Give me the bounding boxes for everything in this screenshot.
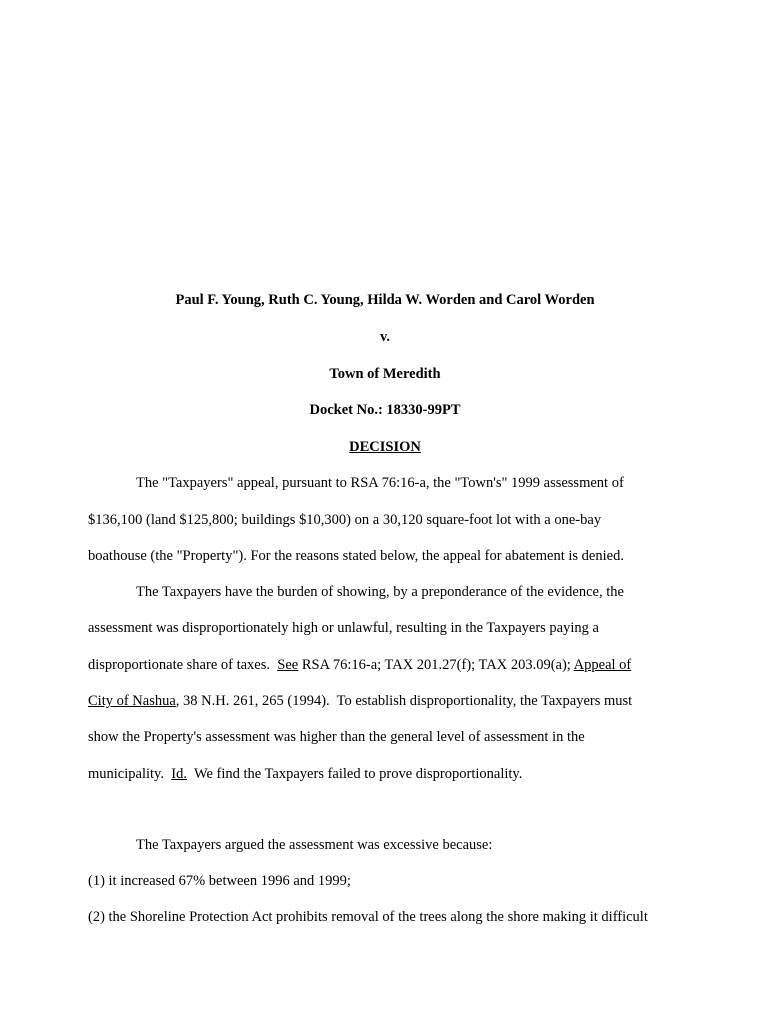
- paragraph-3-line-1: The Taxpayers argued the assessment was excessive because:: [136, 837, 493, 853]
- decision-heading: [0, 439, 770, 456]
- citation-city-of-nashua: City of Nashua: [88, 693, 176, 709]
- text-segment: RSA 76:16-a; TAX 201.27(f); TAX 203.09(a);: [298, 657, 574, 673]
- citation-id: Id.: [171, 766, 187, 782]
- paragraph-2-line-5: show the Property's assessment was higher than the general level of assessment in the: [88, 729, 585, 745]
- citation-appeal-of: Appeal of: [573, 657, 632, 673]
- paragraph-1-line-2: $136,100 (land $125,800; buildings $10,300) on a 30,120 square-foot lot with a one-bay: [88, 512, 602, 528]
- paragraph-2-line-6: [88, 766, 522, 783]
- paragraph-1-line-1: The "Taxpayers" appeal, pursuant to RSA 76:16-a, the "Town's" 1999 assessment of: [136, 475, 624, 491]
- paragraph-2-line-2: assessment was disproportionately high or unlawful, resulting in the Taxpayers paying a: [88, 620, 599, 636]
- decision-heading-text: DECISION: [349, 439, 421, 455]
- paragraph-1-line-3: boathouse (the "Property"). For the reasons stated below, the appeal for abatement is denied.: [88, 548, 624, 564]
- text-segment: disproportionate share of taxes.: [88, 657, 278, 673]
- text-segment: We find the Taxpayers failed to prove disproportionality.: [186, 766, 523, 782]
- list-item-2: (2) the Shoreline Protection Act prohibits removal of the trees along the shore making it difficult: [88, 909, 648, 925]
- text-segment: municipality.: [88, 766, 172, 782]
- text-segment: , 38 N.H. 261, 265 (1994). To establish disproportionality, the Taxpayers must: [175, 693, 633, 709]
- paragraph-2-line-3: [88, 657, 631, 674]
- list-item-1: (1) it increased 67% between 1996 and 1999;: [88, 873, 351, 889]
- docket-number: Docket No.: 18330-99PT: [309, 402, 461, 418]
- citation-see: See: [277, 657, 299, 673]
- respondent: Town of Meredith: [329, 366, 441, 382]
- paragraph-2-line-4: [88, 693, 632, 710]
- paragraph-2-line-1: The Taxpayers have the burden of showing, by a preponderance of the evidence, the: [136, 584, 624, 600]
- case-parties: Paul F. Young, Ruth C. Young, Hilda W. Worden and Carol Worden: [175, 292, 595, 308]
- versus: v.: [379, 329, 391, 345]
